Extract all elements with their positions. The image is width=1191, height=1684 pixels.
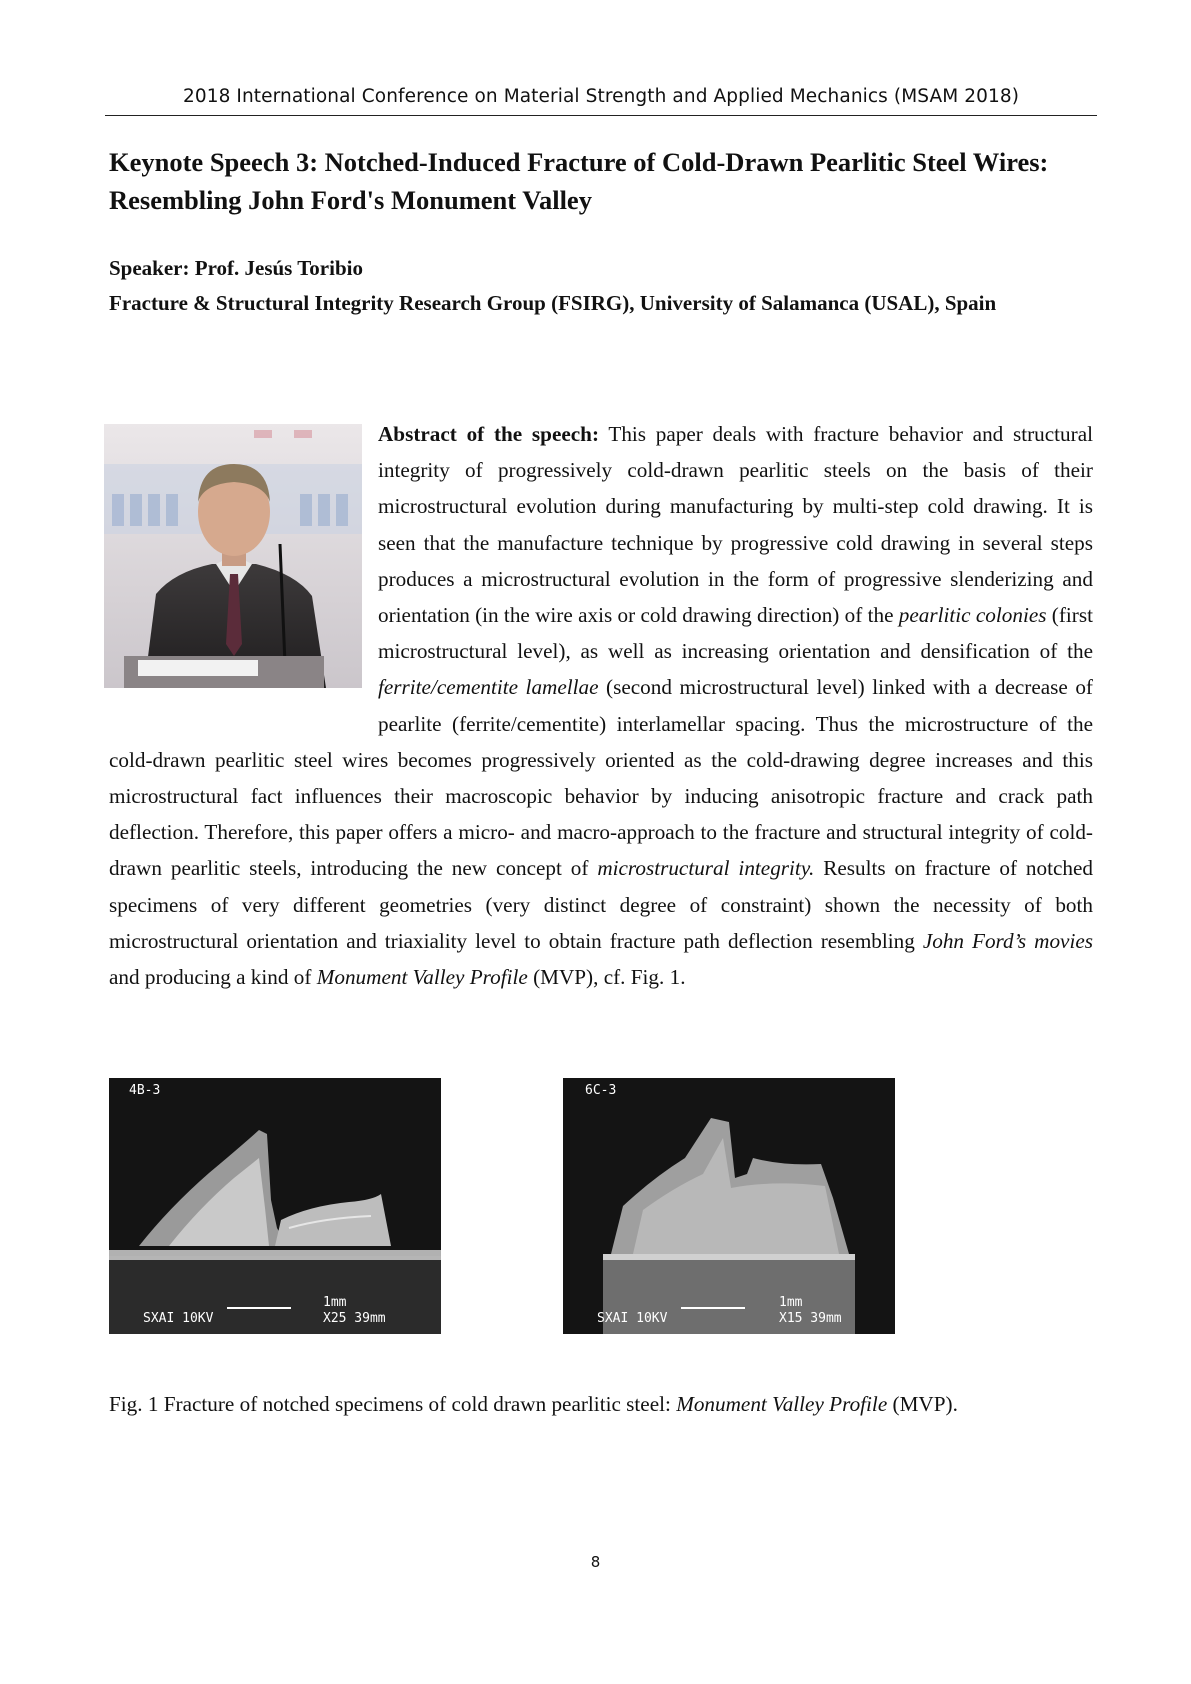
photo-wrap-spacer: [109, 424, 378, 706]
abstract-text: and producing a kind of: [109, 965, 317, 990]
caption-text: Fig. 1 Fracture of notched specimens of cold drawn pearlitic steel:: [109, 1392, 677, 1416]
title-line-1: Keynote Speech 3: Notched-Induced Fracture of Cold-Drawn Pearlitic Steel Wires:: [109, 147, 1049, 177]
caption-text: (MVP).: [887, 1392, 958, 1416]
speaker-name: Speaker: Prof. Jesús Toribio: [109, 256, 363, 280]
emphasis-john-ford-movies: John Ford’s movies: [922, 928, 1093, 953]
emphasis-monument-valley-profile: Monument Valley Profile: [316, 965, 528, 990]
figure-info: SXAI 10KV: [143, 1311, 214, 1326]
abstract-text: (MVP), cf. Fig. 1.: [527, 965, 686, 990]
abstract-text: (second microstructural level) linked with a decrease of pearlite (ferrite/cementite) interlamellar spacing. Thus the microstructure of the cold-drawn pearlitic steel wires becomes progressively oriented as the cold-drawing degree increases and this microstructural fact influences their macroscopic behavior by inducing anisotropic fracture and crack path deflection. Therefore, this paper offers a micro- and macro-approach to the fracture and structural integrity of cold-drawn pearlitic steels, introducing the new concept of: [109, 675, 1093, 881]
header-rule: [105, 115, 1097, 116]
title-line-2: Resembling John Ford's Monument Valley: [109, 185, 592, 215]
running-header: 2018 International Conference on Material Strength and Applied Mechanics (MSAM 2018): [182, 86, 1020, 107]
speaker-affiliation: Fracture & Structural Integrity Research Group (FSIRG), University of Salamanca (USAL), Spain: [109, 291, 997, 315]
scale-label: 1mm: [323, 1295, 347, 1310]
figure-magnification: X15 39mm: [779, 1311, 842, 1326]
figure-label: 4B-3: [129, 1083, 161, 1098]
figure-caption: [109, 1389, 1099, 1419]
figure-info: SXAI 10KV: [597, 1311, 668, 1326]
emphasis-pearlitic-colonies: pearlitic colonies: [898, 603, 1047, 628]
abstract-text: This paper deals with fracture behavior and structural integrity of progressively cold-drawn pearlitic steels on the basis of their microstructural evolution during manufacturing by multi-step cold drawing. It is seen that the manufacture technique by progressive cold drawing in several steps produces a microstructural evolution in the form of progressive slenderizing and orientation (in the wire axis or cold drawing direction) of the: [378, 422, 1093, 628]
emphasis-microstructural-integrity: microstructural integrity.: [597, 856, 815, 881]
figure-magnification: X25 39mm: [323, 1311, 386, 1326]
sem-figure-4b-3: [109, 1078, 441, 1334]
abstract-text: Results on fracture of notched specimens of very different geometries (very distinct degree of constraint) shown the necessity of both microstructural orientation and triaxiality level to obtain fracture path deflection resembling: [109, 856, 1094, 953]
sem-figure-6c-3: [563, 1078, 895, 1334]
abstract: [109, 416, 1093, 995]
abstract-heading: Abstract of the speech:: [378, 422, 600, 446]
paper-title: [109, 143, 1099, 219]
caption-italic: Monument Valley Profile: [676, 1392, 888, 1416]
figure-label: 6C-3: [585, 1083, 617, 1098]
page-number: 8: [590, 1553, 601, 1571]
emphasis-ferrite-lamellae: ferrite/cementite lamellae: [378, 675, 599, 700]
scale-label: 1mm: [779, 1295, 803, 1310]
abstract-text: (first microstructural level), as well as increasing orientation and densification of the: [378, 603, 1093, 664]
